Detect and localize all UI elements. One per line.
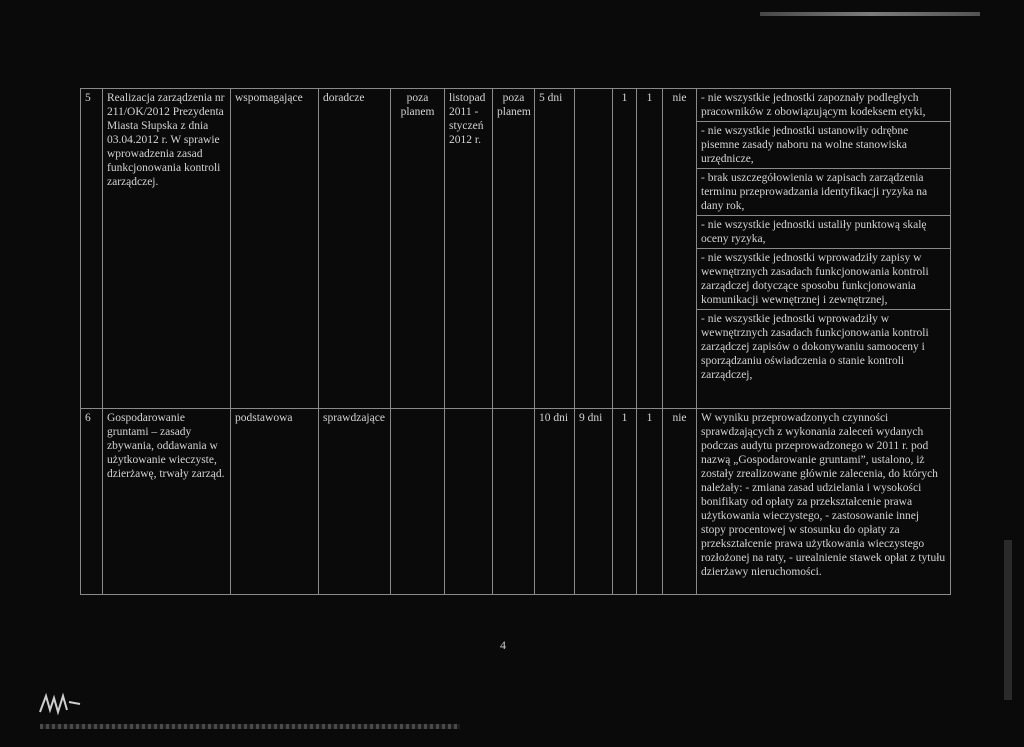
task-description bbox=[697, 89, 951, 409]
task-kind: doradcze bbox=[319, 89, 391, 409]
scan-artifact-bar bbox=[760, 12, 980, 16]
scan-footer-strip bbox=[40, 724, 460, 729]
task-flag: nie bbox=[663, 409, 697, 595]
task-col-b: 1 bbox=[637, 89, 663, 409]
task-period bbox=[445, 409, 493, 595]
table-row bbox=[81, 89, 951, 409]
task-description bbox=[697, 409, 951, 595]
task-title: Gospodarowanie gruntami – zasady zbywania, oddawania w użytkowanie wieczyste, dzierżawę, trwały zarząd. bbox=[103, 409, 231, 595]
row-number: 5 bbox=[81, 89, 103, 409]
task-col-a: 1 bbox=[613, 409, 637, 595]
finding-item: W wyniku przeprowadzonych czynności sprawdzających z wykonania zaleceń wydanych podczas audytu przeprowadzonego w 2011 r. pod nazwą „Gospodarowanie gruntami”, ustalono, iż zostały zrealizowane głównie zalecenia, do których należały: - zmiana zasad udzielania i wysokości bonifikaty od opłaty za przekształcenie prawa użytkowania wieczystego, - zastosowanie innej stopy procentowej w stosunku do opłaty za przekształcenie prawa użytkowania wieczystego rozłożonej na raty, - urealnienie stawek opłat z tytułu dzierżawy nieruchomości. bbox=[701, 412, 946, 578]
finding-item: - nie wszystkie jednostki ustanowiły odrębne pisemne zasady naboru na wolne stanowiska urzędnicze, bbox=[697, 122, 950, 169]
finding-item: - brak uszczegółowienia w zapisach zarządzenia terminu przeprowadzania identyfikacji ryzyka na dany rok, bbox=[697, 169, 950, 216]
task-plan2: poza planem bbox=[493, 89, 535, 409]
task-flag: nie bbox=[663, 89, 697, 409]
task-type: podstawowa bbox=[231, 409, 319, 595]
row-number: 6 bbox=[81, 409, 103, 595]
task-plan: poza planem bbox=[391, 89, 445, 409]
task-plan2 bbox=[493, 409, 535, 595]
task-col-b: 1 bbox=[637, 409, 663, 595]
finding-item: - nie wszystkie jednostki wprowadziły zapisy w wewnętrznych zasadach funkcjonowania kontroli zarządczej dotyczące sposobu funkcjonowania komunikacji wewnętrznej i zewnętrznej, bbox=[697, 249, 950, 310]
task-period: listopad 2011 - styczeń 2012 r. bbox=[445, 89, 493, 409]
finding-item: - nie wszystkie jednostki ustaliły punktową skalę oceny ryzyka, bbox=[697, 216, 950, 249]
finding-item: - nie wszystkie jednostki zapoznały podległych pracowników z obowiązującym kodeksem etyki, bbox=[697, 89, 950, 122]
task-days1: 5 dni bbox=[535, 89, 575, 409]
table-row bbox=[81, 409, 951, 595]
task-type: wspomagające bbox=[231, 89, 319, 409]
task-title: Realizacja zarządzenia nr 211/OK/2012 Prezydenta Miasta Słupska z dnia 03.04.2012 r. W sprawie wprowadzenia zasad funkcjonowania kontroli zarządczej. bbox=[103, 89, 231, 409]
task-plan bbox=[391, 409, 445, 595]
finding-item: - nie wszystkie jednostki wprowadziły w wewnętrznych zasadach funkcjonowania kontroli zarządczej zapisów o dokonywaniu samooceny i sporządzaniu oświadczenia o stanie kontroli zarządczej, bbox=[701, 313, 929, 381]
task-days2 bbox=[575, 89, 613, 409]
task-kind: sprawdzające bbox=[319, 409, 391, 595]
task-days1: 10 dni bbox=[535, 409, 575, 595]
page-number: 4 bbox=[500, 638, 506, 652]
audit-table bbox=[80, 88, 950, 595]
task-col-a: 1 bbox=[613, 89, 637, 409]
signature-mark bbox=[36, 690, 86, 720]
task-days2: 9 dni bbox=[575, 409, 613, 595]
scan-edge-mark bbox=[1004, 540, 1012, 700]
